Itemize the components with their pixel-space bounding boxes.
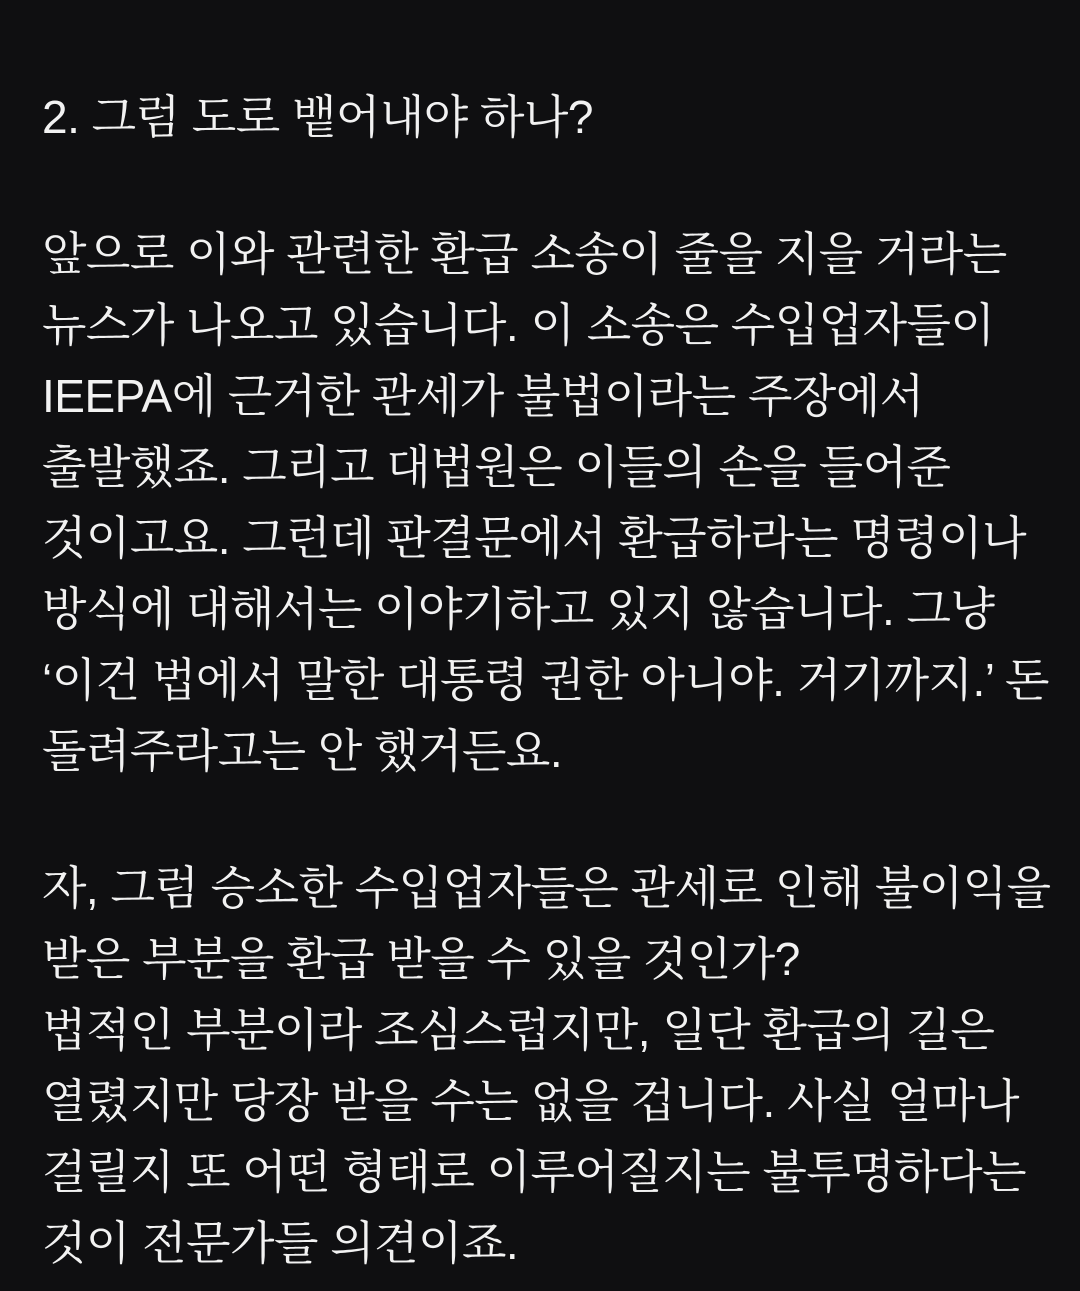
text-line: 출발했죠. 그리고 대법원은 이들의 손을 들어준	[42, 441, 951, 493]
paragraph-refund-outlook	[42, 853, 1052, 1279]
text-line: 열렸지만 당장 받을 수는 없을 겁니다. 사실 얼마나	[42, 1075, 1019, 1127]
text-line: 법적인 부분이라 조심스럽지만, 일단 환급의 길은	[42, 1004, 995, 1056]
text-line: 앞으로 이와 관련한 환급 소송이 줄을 지을 거라는	[42, 228, 1007, 280]
text-line: 자, 그럼 승소한 수입업자들은 관세로 인해 불이익을	[42, 862, 1051, 914]
text-line: 것이고요. 그런데 판결문에서 환급하라는 명령이나	[42, 512, 1027, 564]
text-line: 받은 부분을 환급 받을 수 있을 것인가?	[42, 933, 800, 985]
text-line: ‘이건 법에서 말한 대통령 권한 아니야. 거기까지.’ 돈	[42, 654, 1049, 706]
paragraph-refund-lawsuits	[42, 219, 1052, 787]
section-heading: 2. 그럼 도로 뱉어내야 하나?	[42, 91, 593, 143]
text-line: 돌려주라고는 안 했거든요.	[42, 725, 563, 777]
text-line: 뉴스가 나오고 있습니다. 이 소송은 수입업자들이	[42, 299, 995, 351]
text-line: 것이 전문가들 의견이죠.	[42, 1217, 519, 1269]
text-line: 걸릴지 또 어떤 형태로 이루어질지는 불투명하다는	[42, 1146, 1027, 1198]
text-line: IEEPA에 근거한 관세가 불법이라는 주장에서	[42, 370, 924, 422]
text-line: 방식에 대해서는 이야기하고 있지 않습니다. 그냥	[42, 583, 995, 635]
